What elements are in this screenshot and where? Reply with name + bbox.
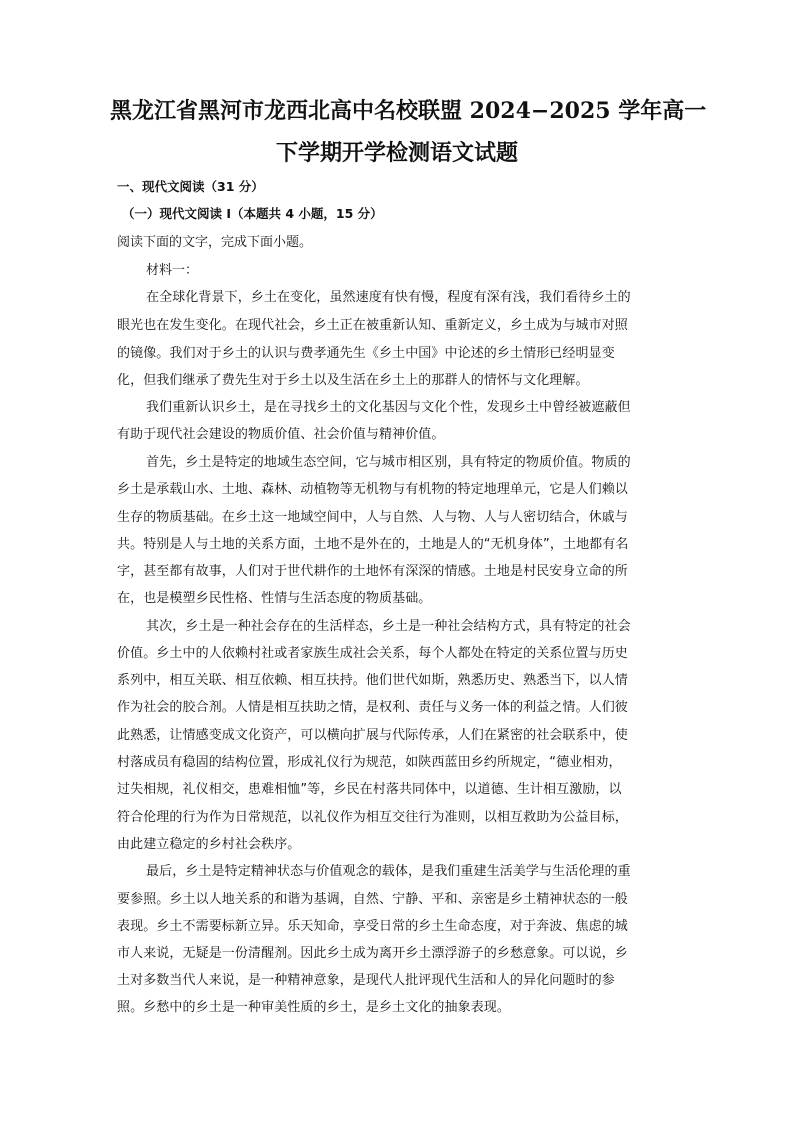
paragraph-line: 字，甚至都有故事，人们对于世代耕作的土地怀有深深的情感。土地是村民安身立命的所	[117, 564, 628, 579]
page-title-line-1: 黑龙江省黑河市龙西北高中名校联盟 2024−2025 学年高一	[110, 98, 707, 124]
paragraph-line: 市人来说，无疑是一份清醒剂。因此乡土成为离开乡土漂浮游子的乡愁意象。可以说，乡	[117, 946, 628, 961]
section-subheading: （一）现代文阅读 I（本题共 4 小题，15 分）	[122, 206, 383, 221]
paragraph-line: 首先，乡土是特定的地域生态空间，它与城市相区别，具有特定的物质价值。物质的	[146, 455, 631, 470]
section-heading: 一、现代文阅读（31 分）	[117, 179, 264, 194]
paragraph-line: 表现。乡土不需要标新立异。乐天知命，享受日常的乡土生命态度，对于奔波、焦虑的城	[117, 919, 628, 934]
paragraph-line: 作为社会的胶合剂。人情是相互扶助之情，是权利、责任与义务一体的利益之情。人们彼	[117, 700, 628, 715]
paragraph-line: 村落成员有稳固的结构位置，形成礼仪行为规范，如陕西蓝田乡约所规定，“德业相劝，	[117, 755, 622, 770]
paragraph-line: 眼光也在发生变化。在现代社会，乡土正在被重新认知、重新定义，乡土成为与城市对照	[117, 318, 628, 333]
paragraph-line: 要参照。乡土以人地关系的和谐为基调，自然、宁静、平和、亲密是乡土精神状态的一般	[117, 892, 628, 907]
paragraph-line: 符合伦理的行为作为日常规范，以礼仪作为相互交往行为准则，以相互救助为公益目标，	[117, 810, 628, 825]
paragraph-line: 我们重新认识乡土，是在寻找乡土的文化基因与文化个性，发现乡土中曾经被遮蔽但	[146, 400, 631, 415]
paragraph-line: 最后，乡土是特定精神状态与价值观念的载体，是我们重建生活美学与生活伦理的重	[146, 864, 631, 879]
paragraph-line: 共。特别是人与土地的关系方面，土地不是外在的，土地是人的“无机身体”，土地都有名	[117, 537, 629, 552]
paragraph-line: 其次，乡土是一种社会存在的生活样态，乡土是一种社会结构方式，具有特定的社会	[146, 619, 631, 634]
paragraph-line: 生存的物质基础。在乡土这一地域空间中，人与自然、人与物、人与人密切结合，休戚与	[117, 510, 628, 525]
paragraph-line: 在全球化背景下，乡土在变化，虽然速度有快有慢，程度有深有浅，我们看待乡土的	[146, 290, 631, 305]
paragraph-line: 的镜像。我们对于乡土的认识与费孝通先生《乡土中国》中论述的乡土情形已经明显变	[117, 346, 615, 361]
paragraph-line: 此熟悉，让情感变成文化资产，可以横向扩展与代际传承，人们在紧密的社会联系中，使	[117, 728, 628, 743]
paragraph-line: 乡土是承载山水、土地、森林、动植物等无机物与有机物的特定地理单元，它是人们赖以	[117, 482, 628, 497]
paragraph-line: 过失相规，礼仪相交，患难相恤”等，乡民在村落共同体中，以道德、生计相互激励，以	[117, 782, 622, 797]
paragraph-line: 系列中，相互关联、相互依赖、相互扶持。他们世代如斯，熟悉历史、熟悉当下，以人情	[117, 673, 628, 688]
paragraph-line: 土对多数当代人来说，是一种精神意象，是现代人批评现代生活和人的异化问题时的参	[117, 973, 615, 988]
material-label: 材料一：	[146, 263, 199, 278]
paragraph-line: 化，但我们继承了费先生对于乡土以及生活在乡土上的那群人的情怀与文化理解。	[117, 373, 589, 388]
paragraph-line: 照。乡愁中的乡土是一种审美性质的乡土，是乡土文化的抽象表现。	[117, 1000, 511, 1015]
reading-instruction: 阅读下面的文字，完成下面小题。	[117, 235, 313, 250]
page-title-line-2: 下学期开学检测语文试题	[275, 140, 518, 166]
paragraph-line: 价值。乡土中的人依赖村社或者家族生成社会关系，每个人都处在特定的关系位置与历史	[117, 646, 628, 661]
paragraph-line: 在，也是模塑乡民性格、性情与生活态度的物质基础。	[117, 591, 432, 606]
paragraph-line: 有助于现代社会建设的物质价值、社会价值与精神价值。	[117, 427, 445, 442]
paragraph-line: 由此建立稳定的乡村社会秩序。	[117, 837, 301, 852]
